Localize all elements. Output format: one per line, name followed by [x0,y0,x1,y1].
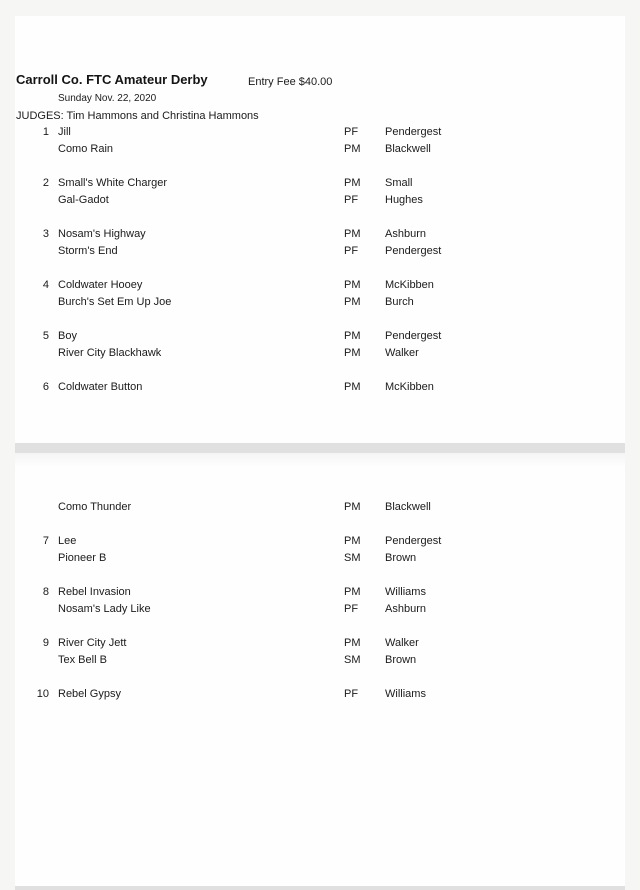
handler-name: Burch [385,296,414,308]
page-bottom-gap [15,886,625,890]
entry-row [15,686,625,703]
event-date: Sunday Nov. 22, 2020 [58,93,157,104]
entry-row [15,635,625,652]
entry-block [15,499,625,516]
dog-name: Gal-Gadot [58,194,109,206]
entry-block [15,124,625,158]
sex-code: PF [344,126,359,138]
sex-code: PM [344,501,361,513]
sex-code: PF [344,688,359,700]
handler-name: Ashburn [385,228,426,240]
entry-fee: Entry Fee $40.00 [248,76,333,88]
handler-name: Walker [385,347,419,359]
document-viewport [15,0,625,890]
sex-code: PM [344,296,361,308]
handler-name: Pendergest [385,245,442,257]
handler-name: Brown [385,552,417,564]
sex-code: PF [344,245,359,257]
handler-name: McKibben [385,279,434,291]
sex-code: PM [344,279,361,291]
entry-row [15,652,625,669]
sex-code: PM [344,381,361,393]
entry-number [15,601,58,618]
handler-name: Brown [385,654,417,666]
entry-number: 4 [42,279,49,291]
handler-name: Williams [385,586,426,598]
entry-row [15,328,625,345]
entry-number: 2 [42,177,49,189]
handler-name: Hughes [385,194,423,206]
entry-row [15,226,625,243]
handler-name: McKibben [385,381,434,393]
dog-name: Como Thunder [58,501,132,513]
entry-number [15,345,58,362]
entry-block [15,635,625,669]
entry-number: 9 [42,637,49,649]
entry-row [15,499,625,516]
entry-number: 6 [42,381,49,393]
entry-number [15,243,58,260]
entry-block [15,226,625,260]
handler-name: Blackwell [385,501,431,513]
entry-number: 7 [42,535,49,547]
entry-row [15,533,625,550]
dog-name: Nosam's Lady Like [58,603,151,615]
entry-row [15,141,625,158]
entry-row [15,345,625,362]
entry-number: 8 [42,586,49,598]
entry-row [15,277,625,294]
dog-name: Rebel Invasion [58,586,131,598]
page-gap [15,443,625,453]
dog-name: Como Rain [58,143,114,155]
sex-code: PM [344,535,361,547]
entry-block [15,533,625,567]
handler-name: Pendergest [385,535,442,547]
dog-name: Burch's Set Em Up Joe [58,296,172,308]
entry-number: 10 [36,688,49,700]
sex-code: PM [344,330,361,342]
entry-number: 3 [42,228,49,240]
entry-row [15,124,625,141]
entry-row [15,379,625,396]
dog-name: Rebel Gypsy [58,688,121,700]
entry-number [15,141,58,158]
dog-name: Tex Bell B [58,654,107,666]
entry-number [15,294,58,311]
sex-code: PM [344,177,361,189]
handler-name: Pendergest [385,330,442,342]
dog-name: Small's White Charger [58,177,168,189]
entry-row [15,601,625,618]
entry-row [15,243,625,260]
judges-line: JUDGES: Tim Hammons and Christina Hammons [16,110,259,122]
dog-name: Boy [58,330,77,342]
handler-name: Williams [385,688,426,700]
entry-block [15,328,625,362]
dog-name: River City Jett [58,637,127,649]
dog-name: River City Blackhawk [58,347,162,359]
sex-code: PM [344,143,361,155]
entry-row [15,550,625,567]
document-page-2 [15,453,625,886]
sex-code: PF [344,603,359,615]
entry-row [15,584,625,601]
entries-list-page-1 [15,124,625,413]
sex-code: SM [344,552,361,564]
entry-number [15,550,58,567]
handler-name: Blackwell [385,143,431,155]
dog-name: Pioneer B [58,552,107,564]
entry-row [15,175,625,192]
entry-block [15,686,625,703]
entry-row [15,294,625,311]
event-title: Carroll Co. FTC Amateur Derby [16,72,208,87]
sex-code: SM [344,654,361,666]
sex-code: PM [344,637,361,649]
dog-name: Coldwater Button [58,381,143,393]
sex-code: PF [344,194,359,206]
handler-name: Small [385,177,413,189]
canvas-top-margin [15,0,625,16]
entry-number [15,652,58,669]
entry-block [15,175,625,209]
dog-name: Nosam's Highway [58,228,146,240]
dog-name: Jill [58,126,71,138]
entry-row [15,192,625,209]
entry-number: 5 [42,330,49,342]
entry-block [15,379,625,396]
sex-code: PM [344,347,361,359]
entry-block [15,584,625,618]
entry-block [15,277,625,311]
dog-name: Coldwater Hooey [58,279,143,291]
handler-name: Pendergest [385,126,442,138]
sex-code: PM [344,228,361,240]
entries-list-page-2 [15,499,625,720]
entry-number [15,192,58,209]
sex-code: PM [344,586,361,598]
dog-name: Storm's End [58,245,118,257]
document-page-1 [15,16,625,443]
dog-name: Lee [58,535,77,547]
entry-number [15,499,58,516]
entry-number: 1 [42,126,49,138]
handler-name: Walker [385,637,419,649]
handler-name: Ashburn [385,603,426,615]
